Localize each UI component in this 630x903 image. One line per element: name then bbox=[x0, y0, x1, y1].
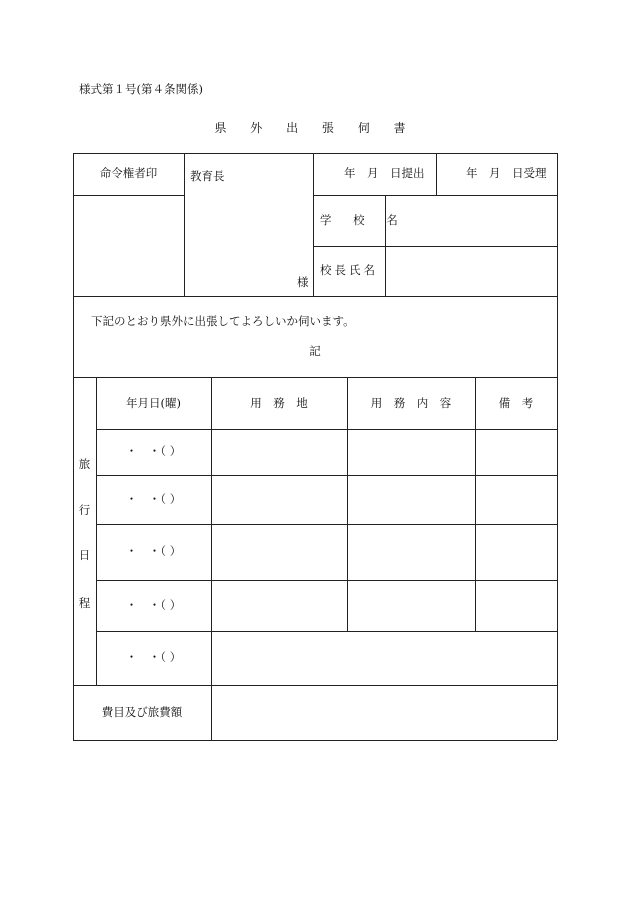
receive-date: 年 月 日受理 bbox=[466, 166, 547, 180]
ki-label: 記 bbox=[309, 344, 321, 358]
itinerary-side-label-3: 日 bbox=[78, 548, 91, 562]
addressee: 教育長 bbox=[190, 169, 225, 183]
itinerary-side-label-4: 程 bbox=[78, 596, 91, 610]
submit-date: 年 月 日提出 bbox=[344, 166, 425, 180]
column-header-destination: 用 務 地 bbox=[250, 396, 308, 410]
column-header-date: 年月日(曜) bbox=[126, 396, 181, 410]
honorific: 様 bbox=[297, 275, 309, 289]
form-number: 様式第１号(第４条関係) bbox=[79, 82, 203, 96]
request-text: 下記のとおり県外に出張してよろしいか伺います。 bbox=[91, 314, 355, 328]
principal-name-label: 校長氏名 bbox=[320, 263, 378, 277]
school-name-label: 学 校 名 bbox=[320, 213, 407, 227]
itinerary-side-label-1: 旅 bbox=[78, 457, 91, 471]
itinerary-row-date: ・ ・（ ） bbox=[125, 492, 182, 506]
itinerary-row-date: ・ ・（ ） bbox=[125, 598, 182, 612]
itinerary-row-date: ・ ・（ ） bbox=[125, 650, 182, 664]
document-title: 県 外 出 張 伺 書 bbox=[214, 121, 416, 135]
column-header-business: 用 務 内 容 bbox=[370, 396, 452, 410]
itinerary-row-date: ・ ・（ ） bbox=[125, 444, 182, 458]
itinerary-row-date: ・ ・（ ） bbox=[125, 544, 182, 558]
itinerary-side-label-2: 行 bbox=[78, 503, 91, 517]
column-header-remarks: 備 考 bbox=[498, 396, 534, 410]
seal-label: 命令権者印 bbox=[99, 166, 158, 180]
expense-label: 費目及び旅費額 bbox=[101, 705, 183, 719]
